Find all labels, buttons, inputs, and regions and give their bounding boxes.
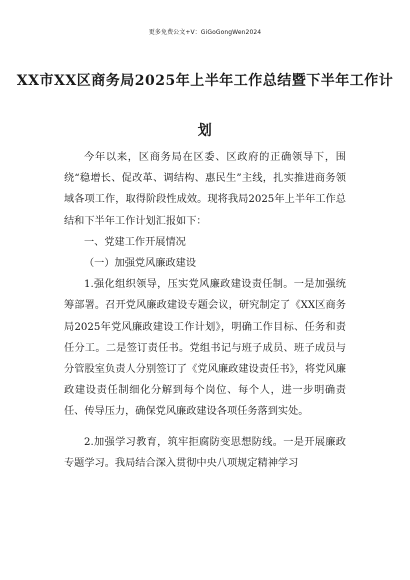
document-title-line-2: 划 xyxy=(197,123,213,139)
document-title-line-1: XX市XX区商务局2025年上半年工作总结暨下半年工作计 xyxy=(16,73,394,89)
body-paragraph: 1.强化组织领导，压实党风廉政建设责任制。一是加强统筹部署。召开党风廉政建设专题会议，研究制定了《XX区商务局2025年党风廉政建设工作计划》，明确工作目标、任务和责任分工。二是签订责任书。党组书记与班子成员、班子成员与分管股室负责人分别签订了《党风廉政建设责任书》，将党风廉政建设责任制细化分解到每个岗位、每个人，进一步明确责任、传导压力，确保党风廉政建设各项任务落到实处。 xyxy=(64,279,346,418)
header-note: 更多免费公文+V：GiGoGongWen2024 xyxy=(148,29,262,36)
subsection-heading: （一）加强党风廉政建设 xyxy=(84,258,197,270)
intro-paragraph: 今年以来，区商务局在区委、区政府的正确领导下，围绕“稳增长、促改革、调结构、惠民生”主线，扎实推进商务领域各项工作，取得阶段性成效。现将我局2025年上半年工作总结和下半年工作计划汇报如下： xyxy=(64,152,346,227)
section-heading: 一、党建工作开展情况 xyxy=(84,236,186,248)
body-paragraph: 2.加强学习教育，筑牢拒腐防变思想防线。一是开展廉政专题学习。我局结合深入贯彻中央八项规定精神学习 xyxy=(64,436,346,469)
document-body xyxy=(64,147,346,474)
